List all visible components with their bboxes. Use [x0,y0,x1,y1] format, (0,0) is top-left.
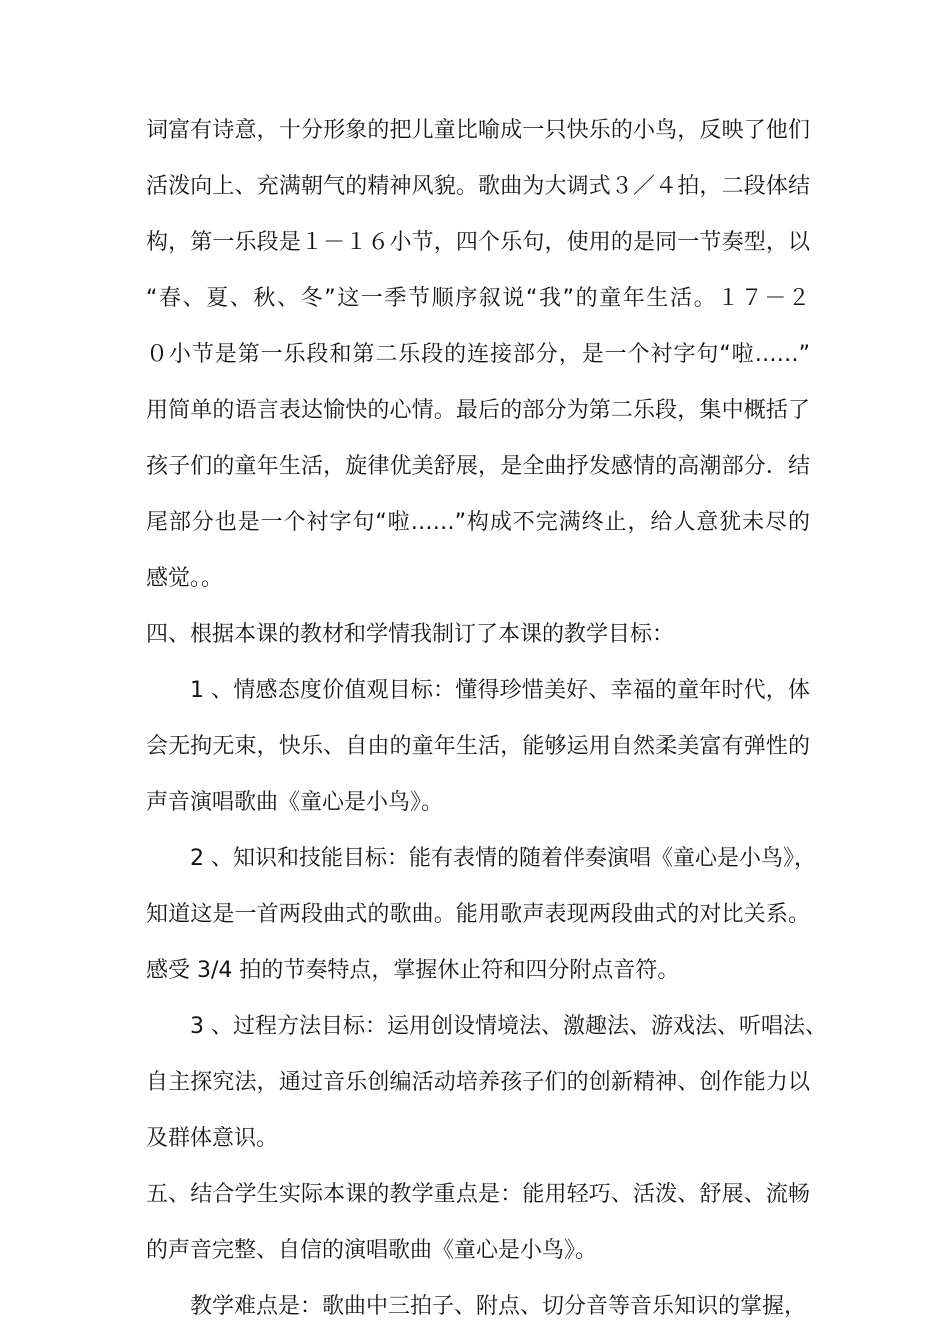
section-heading: 五、结合学生实际本课的教学重点是：能用轻巧、活泼、舒展、流畅 [146,1182,810,1207]
paragraph-line: 词富有诗意，十分形象的把儿童比喻成一只快乐的小鸟，反映了他们 [146,118,810,143]
paragraph-line: 感受 3/4 拍的节奏特点，掌握休止符和四分附点音符。 [146,958,680,983]
paragraph-line: 及群体意识。 [146,1126,279,1151]
paragraph-line: 孩子们的童年生活，旋律优美舒展，是全曲抒发感情的高潮部分．结 [146,454,810,479]
objective-item: 2 、知识和技能目标：能有表情的随着伴奏演唱《童心是小鸟》， [190,846,816,871]
paragraph-line: 声音演唱歌曲《童心是小鸟》。 [146,790,444,815]
paragraph-line: “春、夏、秋、冬”这一季节顺序叙说“我”的童年生活。１７－２ [146,286,810,311]
paragraph-line: 感觉。。 [146,566,224,591]
objective-item: 3 、过程方法目标：运用创设情境法、激趣法、游戏法、听唱法、 [190,1014,827,1039]
paragraph-line: 自主探究法，通过音乐创编活动培养孩子们的创新精神、创作能力以 [146,1070,810,1095]
paragraph-line: ０小节是第一乐段和第二乐段的连接部分，是一个衬字句“啦……” [146,342,811,367]
objective-item: 1 、情感态度价值观目标：懂得珍惜美好、幸福的童年时代，体 [190,678,810,703]
paragraph-line: 尾部分也是一个衬字句“啦……”构成不完满终止，给人意犹未尽的 [146,510,810,535]
section-heading: 四、根据本课的教材和学情我制订了本课的教学目标： [146,622,675,647]
paragraph-line: 知道这是一首两段曲式的歌曲。能用歌声表现两段曲式的对比关系。 [146,902,810,927]
paragraph-line: 会无拘无束，快乐、自由的童年生活，能够运用自然柔美富有弹性的 [146,734,810,759]
paragraph-line: 教学难点是：歌曲中三拍子、附点、切分音等音乐知识的掌握， [190,1294,807,1319]
paragraph-line: 构，第一乐段是１－１６小节，四个乐句，使用的是同一节奏型，以 [146,230,810,255]
paragraph-line: 活泼向上、充满朝气的精神风貌。歌曲为大调式３／４拍，二段体结 [146,174,810,199]
paragraph-line: 用简单的语言表达愉快的心情。最后的部分为第二乐段，集中概括了 [146,398,810,423]
paragraph-line: 的声音完整、自信的演唱歌曲《童心是小鸟》。 [146,1238,598,1263]
